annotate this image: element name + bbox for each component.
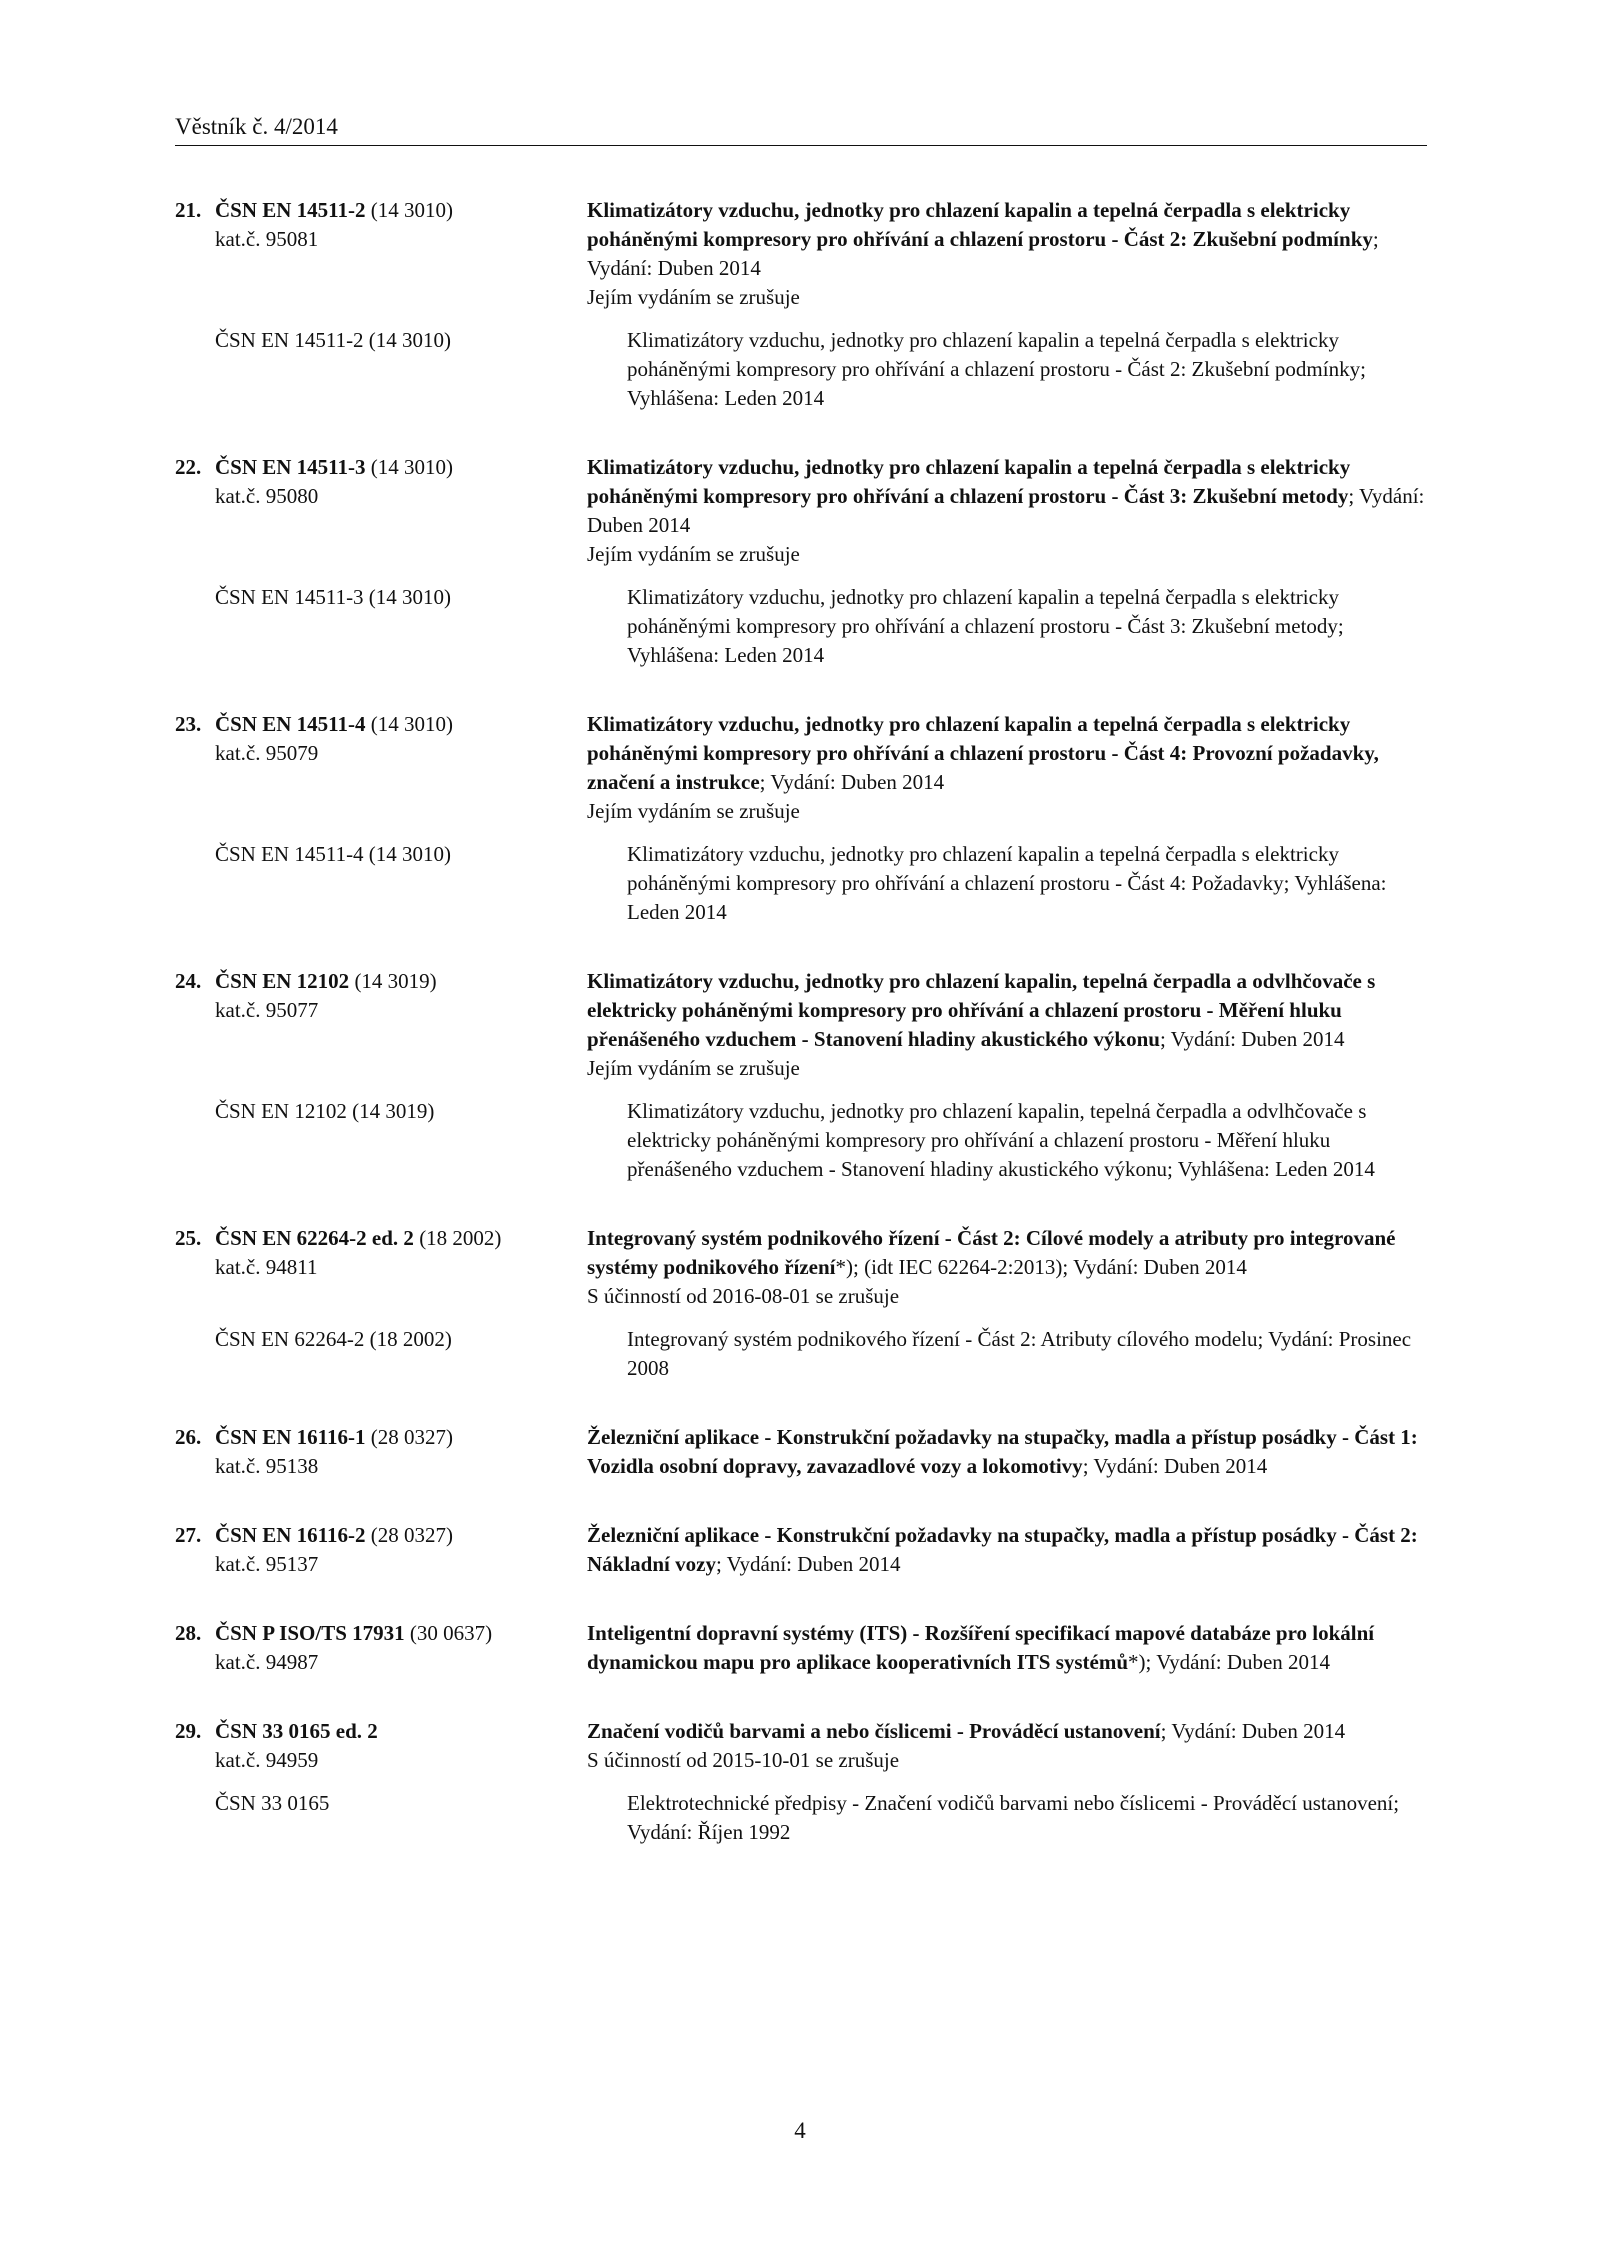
standard-entry bbox=[175, 967, 1427, 1184]
standard-title: Klimatizátory vzduchu, jednotky pro chlazení kapalin a tepelná čerpadla s elektricky poháněnými kompresory pro ohřívání a chlazení prostoru - Část 2: Zkušební podmínky bbox=[587, 198, 1373, 251]
entry-description bbox=[587, 1224, 1427, 1311]
replaces-label: Jejím vydáním se zrušuje bbox=[587, 1056, 800, 1080]
catalog-number: kat.č. 95137 bbox=[215, 1552, 319, 1576]
standard-entry bbox=[175, 196, 1427, 413]
entry-description bbox=[587, 196, 1427, 312]
entry-new-row bbox=[175, 1521, 1427, 1579]
standard-title: Železniční aplikace - Konstrukční požadavky na stupačky, madla a přístup posádky - Část 2: Nákladní vozy bbox=[587, 1523, 1418, 1576]
journal-title: Věstník č. 4/2014 bbox=[175, 114, 338, 139]
catalog-number: kat.č. 94987 bbox=[215, 1650, 319, 1674]
entry-replaced-row bbox=[175, 1325, 1427, 1383]
issue-info: ; Vydání: Duben 2014 bbox=[587, 484, 1425, 537]
entry-description bbox=[587, 1619, 1427, 1677]
entry-replaced-row bbox=[175, 326, 1427, 413]
replaces-label: Jejím vydáním se zrušuje bbox=[587, 542, 800, 566]
replaced-standard-code: ČSN EN 62264-2 (18 2002) bbox=[215, 1327, 452, 1351]
standard-code: ČSN EN 12102 bbox=[215, 969, 350, 993]
entry-id bbox=[175, 1224, 587, 1311]
entry-description bbox=[587, 967, 1427, 1083]
catalog-number: kat.č. 95079 bbox=[215, 741, 319, 765]
classification: (14 3010) bbox=[370, 455, 454, 479]
replaced-standard-text: Klimatizátory vzduchu, jednotky pro chlazení kapalin a tepelná čerpadla s elektricky poháněnými kompresory pro ohřívání a chlazení prostoru - Část 2: Zkušební podmínky; Vyhlášena: Leden 2014 bbox=[627, 328, 1366, 410]
standard-entry bbox=[175, 1521, 1427, 1579]
entry-description bbox=[587, 453, 1427, 569]
standard-code: ČSN EN 14511-4 bbox=[215, 712, 366, 736]
standard-code: ČSN EN 62264-2 ed. 2 bbox=[215, 1226, 414, 1250]
entry-id bbox=[175, 967, 587, 1083]
entry-replaced-row bbox=[175, 1789, 1427, 1847]
standard-title: Klimatizátory vzduchu, jednotky pro chlazení kapalin a tepelná čerpadla s elektricky poháněnými kompresory pro ohřívání a chlazení prostoru - Část 4: Provozní požadavky, značení a instrukce bbox=[587, 712, 1379, 794]
standard-title: Značení vodičů barvami a nebo číslicemi - Prováděcí ustanovení bbox=[587, 1719, 1161, 1743]
entry-description bbox=[587, 710, 1427, 826]
standard-entry bbox=[175, 710, 1427, 927]
classification: (28 0327) bbox=[370, 1425, 454, 1449]
issue-info: ; Vydání: Duben 2014 bbox=[587, 227, 1379, 280]
catalog-number: kat.č. 95081 bbox=[215, 227, 319, 251]
entry-new-row bbox=[175, 453, 1427, 569]
entry-new-row bbox=[175, 710, 1427, 826]
standard-code: ČSN EN 14511-2 bbox=[215, 198, 366, 222]
effective-date-label: S účinností od 2016-08-01 se zrušuje bbox=[587, 1284, 900, 1308]
classification: (14 3010) bbox=[370, 712, 454, 736]
entry-new-row bbox=[175, 1717, 1427, 1775]
replaces-label: Jejím vydáním se zrušuje bbox=[587, 285, 800, 309]
standard-title: Inteligentní dopravní systémy (ITS) - Rozšíření specifikací mapové databáze pro lokální dynamickou mapu pro aplikace kooperativních ITS systémů bbox=[587, 1621, 1375, 1674]
entry-number: 23. bbox=[175, 712, 202, 736]
entry-replaced-row bbox=[175, 583, 1427, 670]
catalog-number: kat.č. 95138 bbox=[215, 1454, 319, 1478]
entry-description bbox=[587, 1717, 1427, 1775]
standard-code: ČSN P ISO/TS 17931 bbox=[215, 1621, 405, 1645]
entry-id bbox=[175, 710, 587, 826]
entry-new-row bbox=[175, 967, 1427, 1083]
replaced-standard-code: ČSN EN 14511-2 (14 3010) bbox=[215, 328, 452, 352]
standard-code: ČSN EN 16116-2 bbox=[215, 1523, 366, 1547]
entry-number: 25. bbox=[175, 1226, 202, 1250]
entry-id bbox=[175, 1619, 587, 1677]
catalog-number: kat.č. 95077 bbox=[215, 998, 319, 1022]
classification: (14 3019) bbox=[354, 969, 437, 993]
standard-entry bbox=[175, 453, 1427, 670]
standard-title: Integrovaný systém podnikového řízení - Část 2: Cílové modely a atributy pro integrované systémy podnikového řízení bbox=[587, 1226, 1396, 1279]
page-header bbox=[175, 108, 1427, 146]
replaced-standard-code: ČSN EN 14511-4 (14 3010) bbox=[215, 842, 452, 866]
replaced-standard-text: Klimatizátory vzduchu, jednotky pro chlazení kapalin a tepelná čerpadla s elektricky poháněnými kompresory pro ohřívání a chlazení prostoru - Část 3: Zkušební metody; Vyhlášena: Leden 2014 bbox=[627, 585, 1344, 667]
entry-number: 27. bbox=[175, 1523, 202, 1547]
classification: (30 0637) bbox=[409, 1621, 493, 1645]
entry-id bbox=[175, 1423, 587, 1481]
entry-description bbox=[587, 1521, 1427, 1579]
issue-info: *); Vydání: Duben 2014 bbox=[1128, 1650, 1331, 1674]
issue-info: ; Vydání: Duben 2014 bbox=[1160, 1719, 1346, 1743]
entry-new-row bbox=[175, 1224, 1427, 1311]
issue-info: ; Vydání: Duben 2014 bbox=[715, 1552, 901, 1576]
replaced-standard-text: Klimatizátory vzduchu, jednotky pro chlazení kapalin, tepelná čerpadla a odvlhčovače s elektricky poháněnými kompresory pro ohřívání a chlazení prostoru - Měření hluku přenášeného vzduchem - Stanovení hladiny akustického výkonu; Vyhlášena: Leden 2014 bbox=[627, 1099, 1375, 1181]
standard-code: ČSN 33 0165 ed. 2 bbox=[215, 1719, 378, 1743]
replaced-standard-code: ČSN 33 0165 bbox=[215, 1791, 330, 1815]
effective-date-label: S účinností od 2015-10-01 se zrušuje bbox=[587, 1748, 900, 1772]
standards-list bbox=[175, 196, 1427, 1887]
standard-entry bbox=[175, 1423, 1427, 1481]
entry-number: 28. bbox=[175, 1621, 202, 1645]
page-number: 4 bbox=[794, 2118, 806, 2143]
replaced-standard-code: ČSN EN 12102 (14 3019) bbox=[215, 1099, 435, 1123]
replaced-standard-text: Integrovaný systém podnikového řízení - Část 2: Atributy cílového modelu; Vydání: Prosinec 2008 bbox=[627, 1327, 1412, 1380]
classification: (18 2002) bbox=[419, 1226, 502, 1250]
standard-entry bbox=[175, 1717, 1427, 1847]
entry-number: 24. bbox=[175, 969, 202, 993]
classification: (28 0327) bbox=[370, 1523, 454, 1547]
standard-entry bbox=[175, 1619, 1427, 1677]
entry-id bbox=[175, 1521, 587, 1579]
issue-info: ; Vydání: Duben 2014 bbox=[1159, 1027, 1345, 1051]
replaced-standard-text: Elektrotechnické předpisy - Značení vodičů barvami nebo číslicemi - Prováděcí ustanovení; Vydání: Říjen 1992 bbox=[627, 1791, 1400, 1844]
catalog-number: kat.č. 95080 bbox=[215, 484, 319, 508]
classification: (14 3010) bbox=[370, 198, 454, 222]
standard-entry bbox=[175, 1224, 1427, 1383]
entry-number: 26. bbox=[175, 1425, 202, 1449]
catalog-number: kat.č. 94811 bbox=[215, 1255, 318, 1279]
issue-info: ; Vydání: Duben 2014 bbox=[759, 770, 945, 794]
standard-title: Klimatizátory vzduchu, jednotky pro chlazení kapalin, tepelná čerpadla a odvlhčovače s elektricky poháněnými kompresory pro ohřívání a chlazení prostoru - Měření hluku přenášeného vzduchem - Stanovení hladiny akustického výkonu bbox=[587, 969, 1376, 1051]
entry-id bbox=[175, 453, 587, 569]
entry-new-row bbox=[175, 196, 1427, 312]
standard-title: Klimatizátory vzduchu, jednotky pro chlazení kapalin a tepelná čerpadla s elektricky poháněnými kompresory pro ohřívání a chlazení prostoru - Část 3: Zkušební metody bbox=[587, 455, 1351, 508]
entry-description bbox=[587, 1423, 1427, 1481]
entry-replaced-row bbox=[175, 1097, 1427, 1184]
replaces-label: Jejím vydáním se zrušuje bbox=[587, 799, 800, 823]
entry-number: 21. bbox=[175, 198, 202, 222]
entry-replaced-row bbox=[175, 840, 1427, 927]
catalog-number: kat.č. 94959 bbox=[215, 1748, 319, 1772]
entry-number: 22. bbox=[175, 455, 202, 479]
entry-number: 29. bbox=[175, 1719, 202, 1743]
replaced-standard-code: ČSN EN 14511-3 (14 3010) bbox=[215, 585, 452, 609]
replaced-standard-text: Klimatizátory vzduchu, jednotky pro chlazení kapalin a tepelná čerpadla s elektricky poháněnými kompresory pro ohřívání a chlazení prostoru - Část 4: Požadavky; Vyhlášena: Leden 2014 bbox=[627, 842, 1387, 924]
issue-info: ; Vydání: Duben 2014 bbox=[1082, 1454, 1268, 1478]
entry-id bbox=[175, 196, 587, 312]
standard-code: ČSN EN 14511-3 bbox=[215, 455, 366, 479]
entry-id bbox=[175, 1717, 587, 1775]
standard-title: Železniční aplikace - Konstrukční požadavky na stupačky, madla a přístup posádky - Část 1: Vozidla osobní dopravy, zavazadlové vozy a lokomotivy bbox=[587, 1425, 1418, 1478]
standard-code: ČSN EN 16116-1 bbox=[215, 1425, 366, 1449]
entry-new-row bbox=[175, 1423, 1427, 1481]
entry-new-row bbox=[175, 1619, 1427, 1677]
issue-info: *); (idt IEC 62264-2:2013); Vydání: Duben 2014 bbox=[835, 1255, 1247, 1279]
